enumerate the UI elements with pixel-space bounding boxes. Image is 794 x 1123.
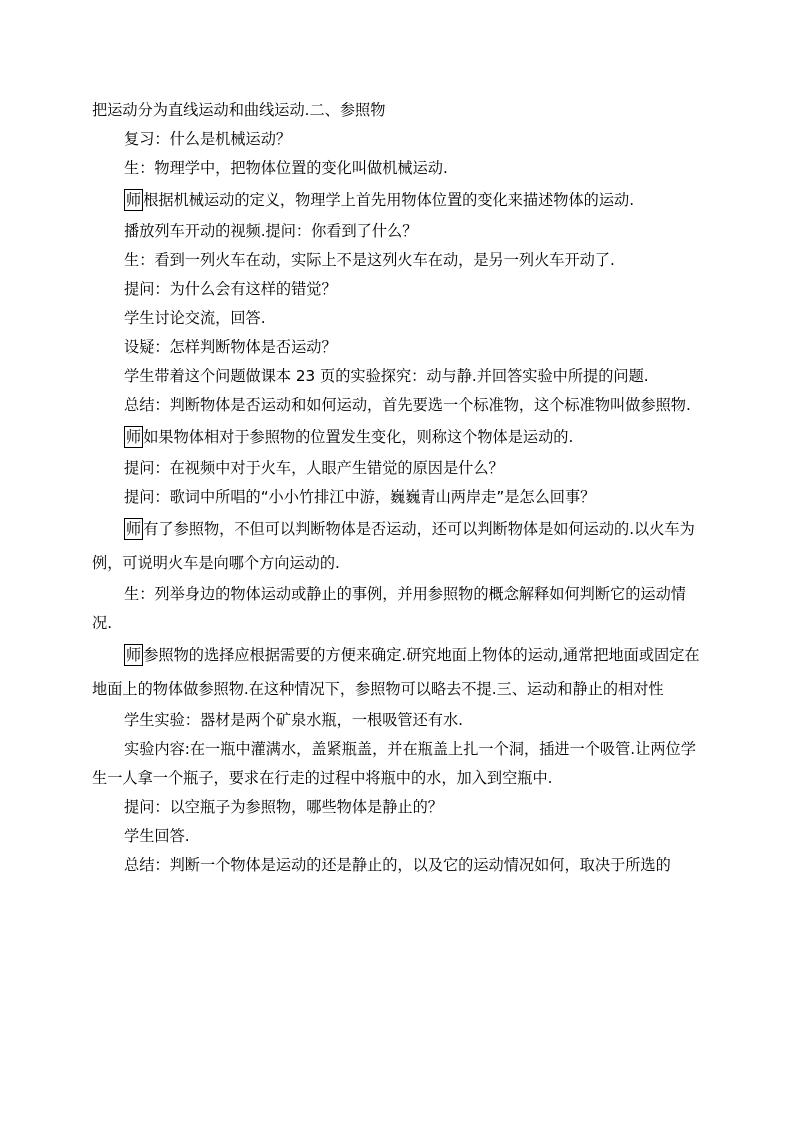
paragraph: 学生带着这个问题做课本 23 页的实验探究：动与静.并回答实验中所提的问题. xyxy=(124,367,649,385)
paragraph: 学生回答. xyxy=(124,827,190,845)
paragraph-text: 根据机械运动的定义，物理学上首先用物体位置的变化来描述物体的运动. xyxy=(143,191,635,209)
paragraph: 提问：歌词中所唱的“小小竹排江中游，巍巍青山两岸走”是怎么回事？ xyxy=(124,488,596,506)
paragraph: 提问：以空瓶子为参照物，哪些物体是静止的？ xyxy=(124,798,443,816)
paragraph-text: 如果物体相对于参照物的位置发生变化，则称这个物体是运动的. xyxy=(143,428,574,446)
paragraph: 生：列举身边的物体运动或静止的事例，并用参照物的概念解释如何判断它的运动情况. xyxy=(92,585,686,632)
paragraph: 实验内容:在一瓶中灌满水，盖紧瓶盖，并在瓶盖上扎一个洞，插进一个吸管.让两位学生一人拿一个瓶子，要求在行走的过程中将瓶中的水，加入到空瓶中. xyxy=(92,740,696,787)
paragraph: 生：物理学中，把物体位置的变化叫做机械运动. xyxy=(124,159,448,177)
teacher-marker: 师 xyxy=(126,646,142,664)
paragraph: 生：看到一列火车在动，实际上不是这列火车在动，是另一列火车开动了. xyxy=(124,251,615,269)
paragraph-text: 参照物的选择应根据需要的方便来确定.研究地面上物体的运动,通常把地面或固定在地面上的物体做参照物.在这种情况下，参照物可以略去不提.三、运动和静止的相对性 xyxy=(92,646,700,698)
paragraph xyxy=(92,638,702,706)
paragraph: 播放列车开动的视频.提问：你看到了什么？ xyxy=(124,222,418,240)
teacher-marker: 师 xyxy=(126,428,142,446)
paragraph: 总结：判断一个物体是运动的还是静止的，以及它的运动情况如何，取决于所选的 xyxy=(124,856,671,874)
paragraph: 学生实验：器材是两个矿泉水瓶，一根吸管还有水. xyxy=(124,711,463,729)
paragraph xyxy=(92,183,702,217)
paragraph: 把运动分为直线运动和曲线运动.二、参照物 xyxy=(92,101,386,119)
paragraph: 提问：为什么会有这样的错觉？ xyxy=(124,280,337,298)
paragraph xyxy=(92,420,702,454)
paragraph: 学生讨论交流，回答. xyxy=(124,309,266,327)
paragraph: 设疑：怎样判断物体是否运动？ xyxy=(124,338,337,356)
teacher-marker: 师 xyxy=(126,191,142,209)
paragraph xyxy=(92,512,702,580)
teacher-marker: 师 xyxy=(126,520,142,538)
paragraph: 复习：什么是机械运动？ xyxy=(124,130,292,148)
paragraph-text: 有了参照物，不但可以判断物体是否运动，还可以判断物体是如何运动的.以火车为例，可说明火车是向哪个方向运动的. xyxy=(92,520,695,572)
paragraph: 总结：判断物体是否运动和如何运动，首先要选一个标准物，这个标准物叫做参照物. xyxy=(124,396,691,414)
paragraph: 提问：在视频中对于火车，人眼产生错觉的原因是什么？ xyxy=(124,459,504,477)
